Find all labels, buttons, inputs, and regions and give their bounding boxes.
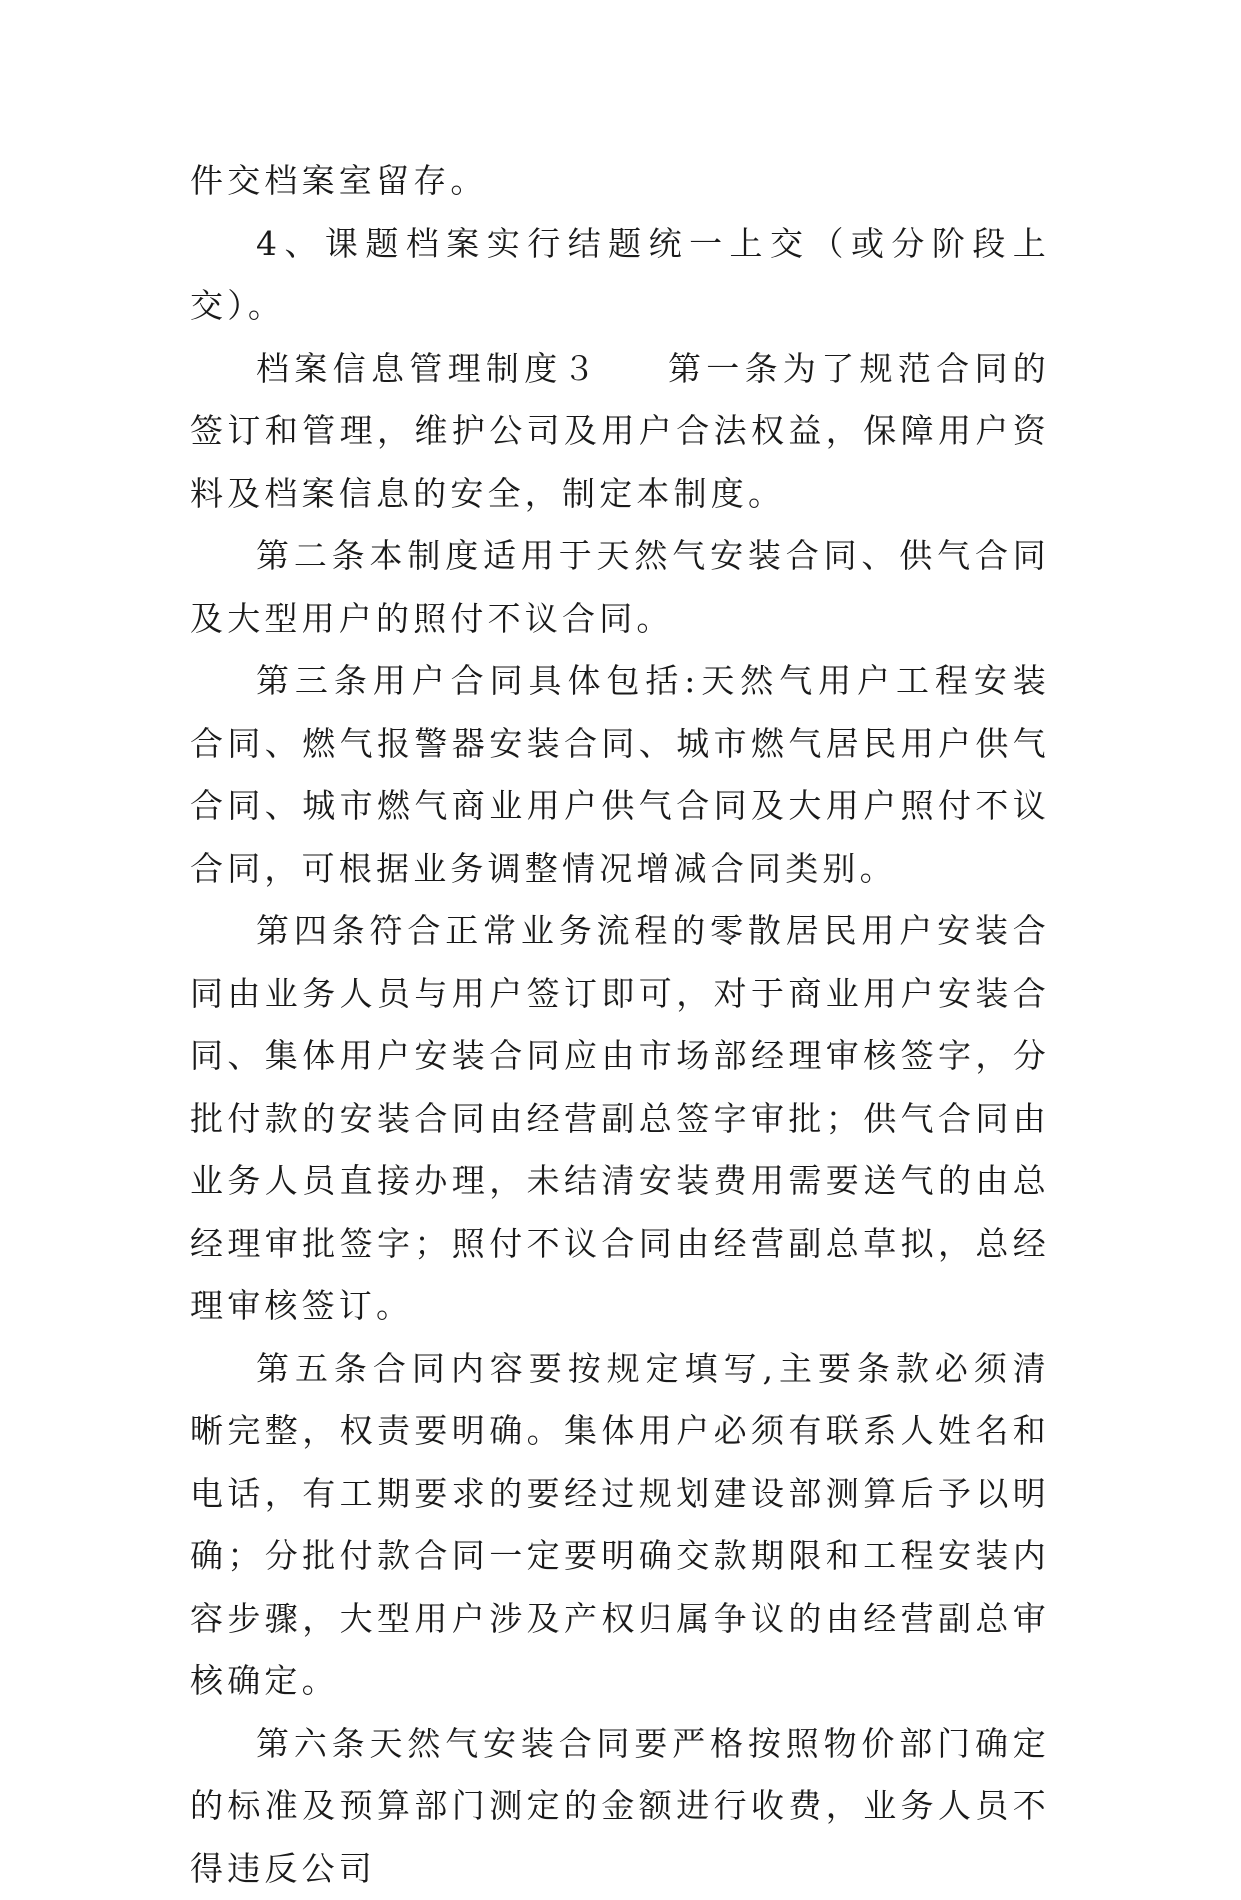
document-body xyxy=(190,150,1050,1900)
paragraph-continuation: 件交档案室留存。 xyxy=(190,150,1050,213)
paragraph-item-4: 4、课题档案实行结题统一上交（或分阶段上交）。 xyxy=(190,213,1050,338)
paragraph-article-4: 第四条符合正常业务流程的零散居民用户安装合同由业务人员与用户签订即可，对于商业用户安装合同、集体用户安装合同应由市场部经理审核签字，分批付款的安装合同由经营副总签字审批；供气合同由业务人员直接办理，未结清安装费用需要送气的由总经理审批签字；照付不议合同由经营副总草拟，总经理审核签订。 xyxy=(190,900,1050,1338)
paragraph-article-6: 第六条天然气安装合同要严格按照物价部门确定的标准及预算部门测定的金额进行收费，业务人员不得违反公司 xyxy=(190,1713,1050,1900)
paragraph-article-2: 第二条本制度适用于天然气安装合同、供气合同及大型用户的照付不议合同。 xyxy=(190,525,1050,650)
paragraph-article-5: 第五条合同内容要按规定填写,主要条款必须清晰完整，权责要明确。集体用户必须有联系人姓名和电话，有工期要求的要经过规划建设部测算后予以明确；分批付款合同一定要明确交款期限和工程安装内容步骤，大型用户涉及产权归属争议的由经营副总审核确定。 xyxy=(190,1338,1050,1713)
article-1-text: 第一条为了规范合同的签订和管理，维护公司及用户合法权益，保障用户资料及档案信息的安全，制定本制度。 xyxy=(190,349,1050,513)
paragraph-article-1 xyxy=(190,338,1050,526)
paragraph-article-3: 第三条用户合同具体包括:天然气用户工程安装合同、燃气报警器安装合同、城市燃气居民用户供气合同、城市燃气商业用户供气合同及大用户照付不议合同，可根据业务调整情况增减合同类别。 xyxy=(190,650,1050,900)
section-heading: 档案信息管理制度３ xyxy=(256,349,601,388)
